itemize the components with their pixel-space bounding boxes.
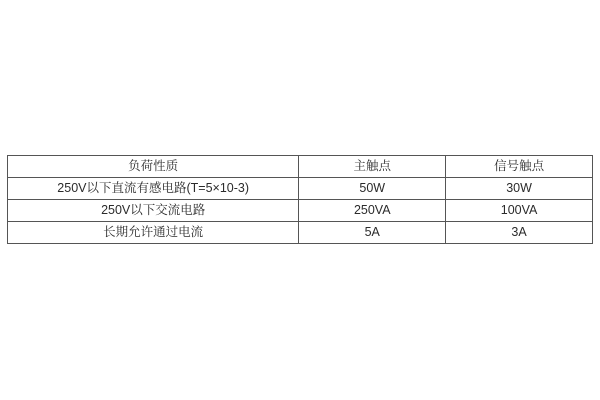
table-cell-load-nature: 250V以下交流电路 [8, 200, 299, 222]
table-header-row [8, 156, 593, 178]
table-cell-main-contact: 50W [299, 178, 446, 200]
col-header-main-contact: 主触点 [299, 156, 446, 178]
table-cell-signal-contact: 30W [446, 178, 593, 200]
table-row [8, 222, 593, 244]
contact-load-spec-table [7, 155, 593, 244]
table-row [8, 178, 593, 200]
table-row [8, 200, 593, 222]
table-cell-main-contact: 5A [299, 222, 446, 244]
table-cell-signal-contact: 3A [446, 222, 593, 244]
table-cell-load-nature: 长期允许通过电流 [8, 222, 299, 244]
table-cell-load-nature: 250V以下直流有感电路(T=5×10-3) [8, 178, 299, 200]
col-header-signal-contact: 信号触点 [446, 156, 593, 178]
col-header-load-nature: 负荷性质 [8, 156, 299, 178]
table-cell-signal-contact: 100VA [446, 200, 593, 222]
table-cell-main-contact: 250VA [299, 200, 446, 222]
